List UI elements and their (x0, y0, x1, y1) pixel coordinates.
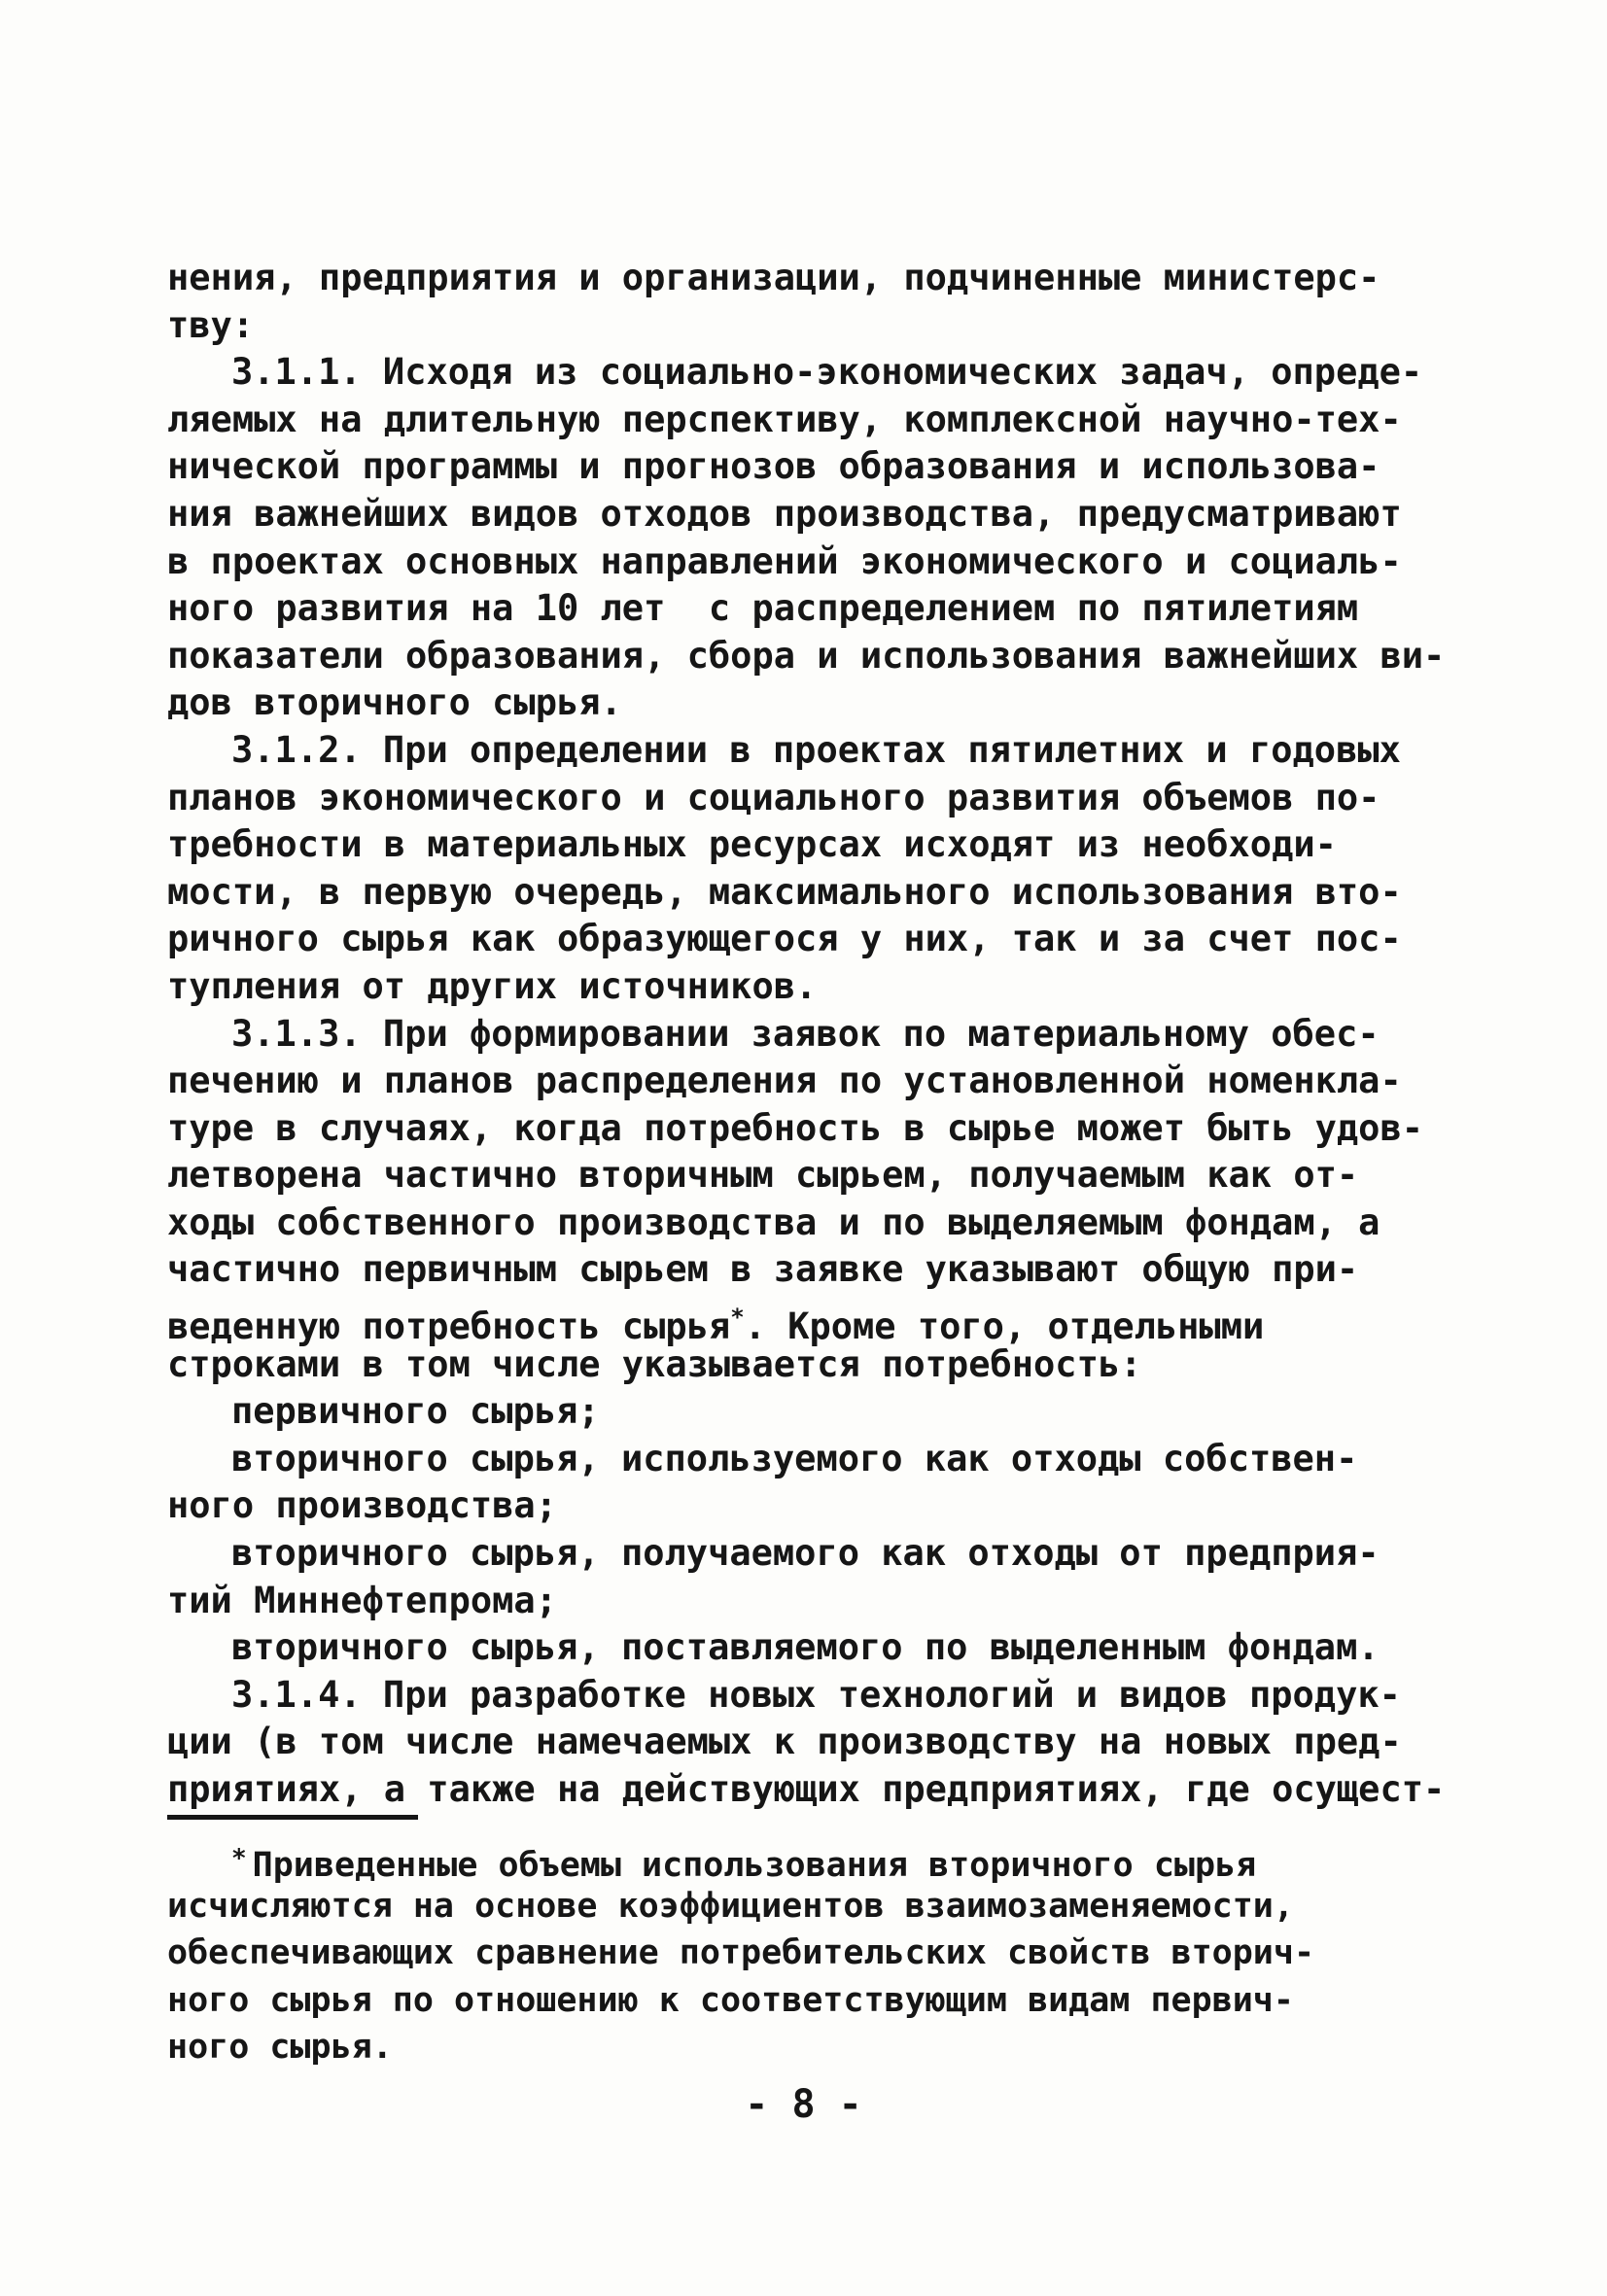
text-line: ния важнейших видов отходов производства, предусматривают (167, 492, 1402, 535)
text-line: показатели образования, сбора и использования важнейших ви- (167, 634, 1446, 677)
text-line: ляемых на длительную перспективу, комплексной научно-тех- (167, 398, 1402, 440)
text-line: летворена частично вторичным сырьем, получаемым как от- (167, 1154, 1359, 1197)
paragraph-3-1-3-start: 3.1.3. При формировании заявок по материальному обес- (231, 1012, 1380, 1055)
text-line: ходы собственного производства и по выделяемым фондам, а (167, 1200, 1380, 1243)
footnote-line: ного сырья. (167, 2028, 393, 2068)
text-line: строками в том числе указывается потребность: (167, 1342, 1142, 1385)
text-line: приятиях, а также на действующих предприятиях, где осущест- (167, 1768, 1446, 1810)
text-line: ции (в том числе намечаемых к производству на новых пред- (167, 1721, 1402, 1763)
text-line: тий Миннефтепрома; (167, 1579, 557, 1621)
footnote-line: обеспечивающих сравнение потребительских свойств вторич- (167, 1933, 1315, 1973)
text-line: печению и планов распределения по установленной номенкла- (167, 1060, 1402, 1102)
text-line: туре в случаях, когда потребность в сырье может быть удов- (167, 1106, 1424, 1149)
text-line: требности в материальных ресурсах исходят из необходи- (167, 823, 1337, 866)
footnote-line: исчисляются на основе коэффициентов взаимозаменяемости, (167, 1886, 1294, 1926)
page-number: - 8 - (745, 2082, 862, 2127)
text-line: тупления от других источников. (167, 964, 818, 1007)
text-segment: . Кроме того, отдельными (744, 1305, 1265, 1348)
footnote-line (167, 1835, 1443, 1883)
text-line: в проектах основных направлений экономического и социаль- (167, 539, 1402, 582)
text-line: ричного сырья как образующегося у них, так и за счет пос- (167, 918, 1402, 960)
list-item: вторичного сырья, используемого как отходы собствен- (231, 1437, 1358, 1479)
footnote-marker: * (231, 1844, 247, 1873)
text-line: тву: (167, 303, 255, 346)
footnote-line: ного сырья по отношению к соответствующим видам первич- (167, 1980, 1294, 2020)
text-line: частично первичным сырьем в заявке указывают общую при- (167, 1248, 1359, 1291)
paragraph-3-1-2-start: 3.1.2. При определении в проектах пятилетних и годовых (231, 728, 1401, 771)
paragraph-3-1-1-start: 3.1.1. Исходя из социально-экономических задач, опреде- (231, 351, 1423, 394)
text-segment: Приведенные объемы использования вторичного сырья (252, 1846, 1257, 1885)
paragraph-3-1-4-start: 3.1.4. При разработке новых технологий и видов продук- (231, 1673, 1401, 1716)
text-line: мости, в первую очередь, максимального использования вто- (167, 870, 1402, 913)
body-text (167, 255, 1446, 1814)
text-line: ного производства; (167, 1484, 557, 1527)
text-line: нения, предприятия и организации, подчиненные министерс- (167, 257, 1380, 298)
footnote (167, 1835, 1443, 2071)
text-segment: веденную потребность сырья (167, 1305, 731, 1348)
text-line: дов вторичного сырья. (167, 681, 622, 724)
footnote-reference-marker: * (730, 1304, 745, 1332)
footnote-divider (167, 1815, 418, 1820)
list-item: первичного сырья; (231, 1390, 600, 1433)
text-line-with-footnote-ref (167, 1294, 1443, 1348)
text-line: нической программы и прогнозов образования и использова- (167, 445, 1380, 488)
list-item: вторичного сырья, поставляемого по выделенным фондам. (231, 1626, 1380, 1669)
text-line: ного развития на 10 лет с распределением по пятилетиям (167, 587, 1359, 630)
list-item: вторичного сырья, получаемого как отходы от предприя- (231, 1532, 1380, 1575)
text-line: планов экономического и социального развития объемов по- (167, 776, 1380, 818)
